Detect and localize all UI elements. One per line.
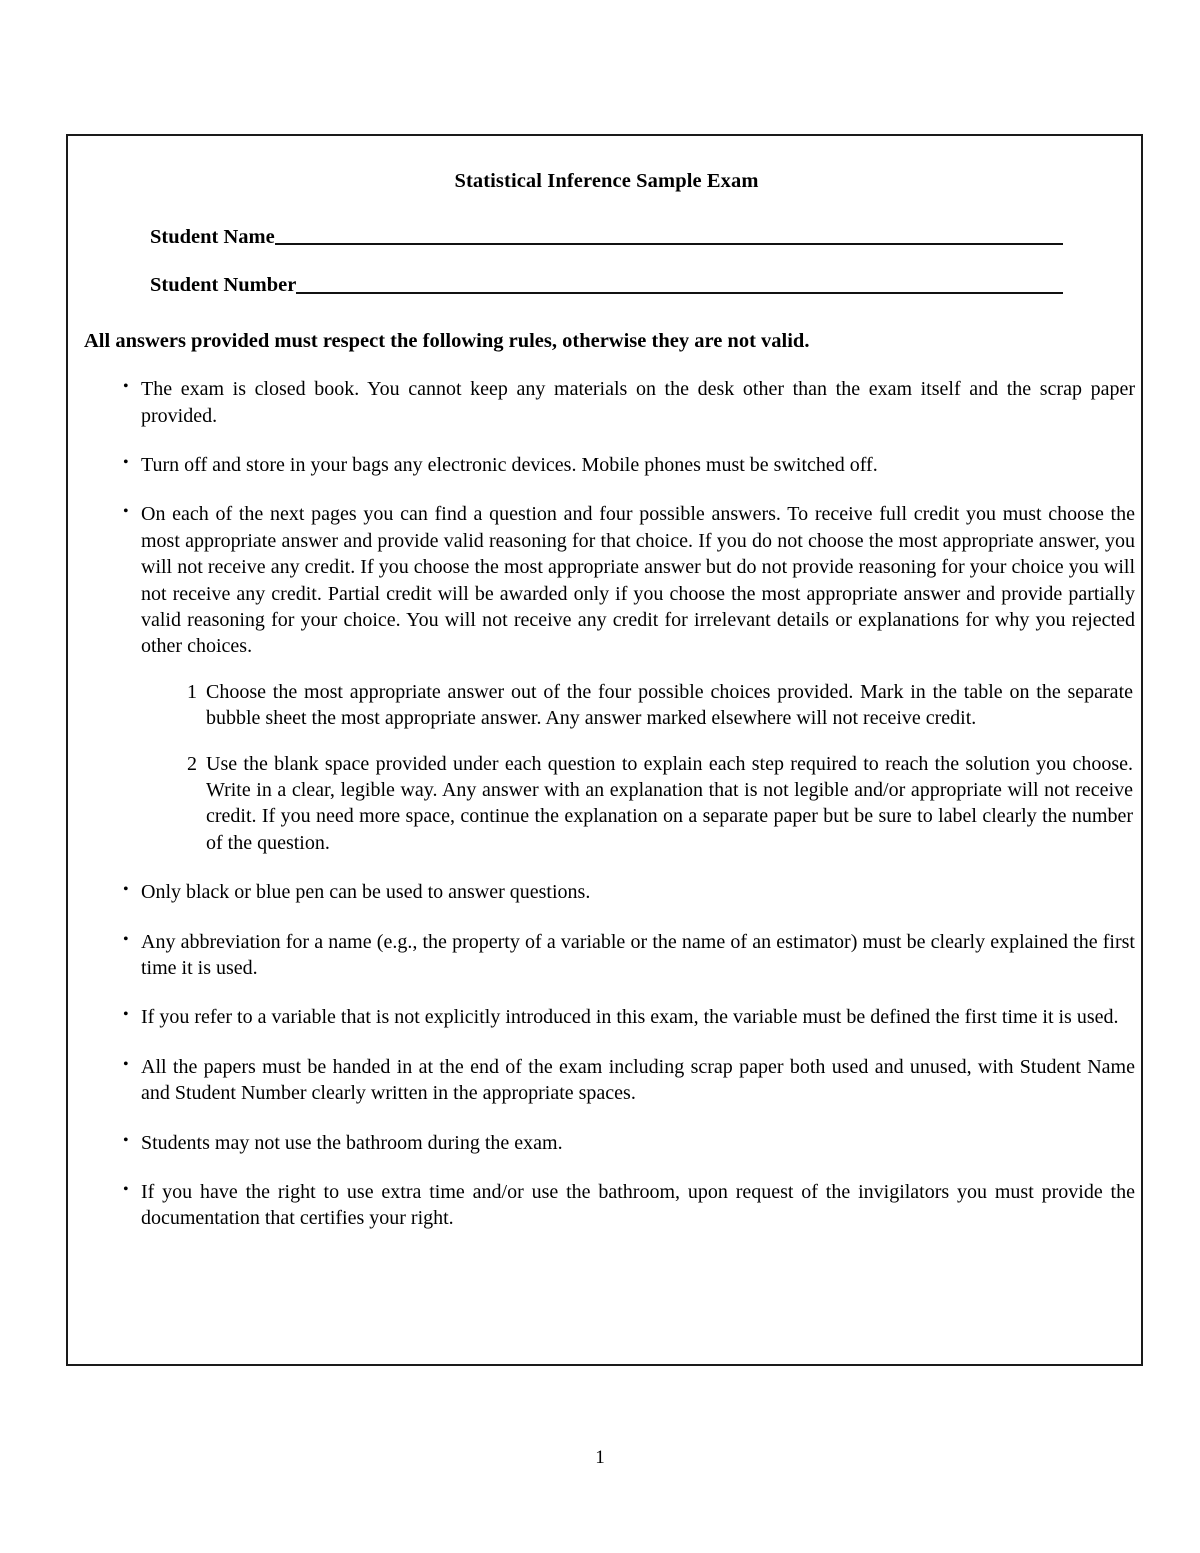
rule-text: The exam is closed book. You cannot keep any materials on the desk other than the exam itself and the scrap paper provided. [141, 378, 1135, 427]
list-item [78, 452, 1135, 478]
student-name-label: Student Name [150, 225, 275, 248]
list-item [78, 1054, 1135, 1107]
rule-text: If you refer to a variable that is not explicitly introduced in this exam, the variable must be defined the first time it is used. [141, 1006, 1119, 1029]
list-number: 2 [187, 752, 197, 775]
bullet-icon: • [123, 503, 129, 521]
bullet-icon: • [123, 881, 129, 899]
list-item [78, 376, 1135, 429]
list-item [169, 751, 1133, 857]
rule-text: On each of the next pages you can find a question and four possible answers. To receive full credit you must choose the most appropriate answer and provide valid reasoning for that choice. If you do not choose the most appropriate answer, you will not receive any credit. If you choose the most appropriate answer but do not provide reasoning for your choice you will not receive any credit. Partial credit will be awarded only if you choose the most appropriate answer and provide partially valid reasoning for your choice. You will not receive any credit for irrelevant details or explanations for why you rejected other choices. [141, 503, 1135, 658]
rule-text: All the papers must be handed in at the end of the exam including scrap paper both used and unused, with Student Name and Student Number clearly written in the appropriate spaces. [141, 1055, 1135, 1105]
list-item [78, 929, 1135, 982]
rule-text: Students may not use the bathroom during the exam. [141, 1131, 563, 1154]
nested-instructions-wrapper [169, 679, 1133, 856]
bullet-icon: • [123, 1055, 129, 1073]
student-number-input[interactable] [296, 292, 1063, 294]
exam-page-content [78, 136, 1135, 1364]
page-title: Statistical Inference Sample Exam [454, 170, 759, 192]
bullet-icon: • [123, 378, 129, 396]
rule-text: Turn off and store in your bags any electronic devices. Mobile phones must be switched off. [141, 454, 878, 477]
list-item [78, 879, 1135, 905]
list-item [78, 501, 1135, 856]
bullet-icon: • [123, 454, 129, 472]
list-item [78, 1130, 1135, 1156]
student-number-label: Student Number [150, 274, 297, 297]
bullet-icon: • [123, 1180, 129, 1198]
list-item [78, 1004, 1135, 1030]
rule-text: Any abbreviation for a name (e.g., the property of a variable or the name of an estimator) must be clearly explained the first time it is used. [141, 930, 1135, 979]
sub-rule-text: Choose the most appropriate answer out of the four possible choices provided. Mark in the table on the separate bubble sheet the most appropriate answer. Any answer marked elsewhere will not receive credit. [206, 680, 1133, 730]
page-number-footer: 1 [595, 1447, 605, 1468]
list-item [78, 1179, 1135, 1232]
exam-page-frame [66, 134, 1143, 1366]
list-number: 1 [187, 680, 197, 703]
bullet-icon: • [123, 1131, 129, 1149]
student-name-input[interactable] [275, 243, 1063, 245]
student-name-field-row [150, 226, 1063, 250]
rule-text: If you have the right to use extra time and/or use the bathroom, upon request of the invigilators you must provide the documentation that certifies your right. [141, 1180, 1135, 1230]
bullet-icon: • [123, 930, 129, 948]
bullet-icon: • [123, 1006, 129, 1024]
sub-rule-text: Use the blank space provided under each question to explain each step required to reach the solution you choose. Write in a clear, legible way. Any answer with an explanation that is not legible and/or appropriate will not receive credit. If you need more space, continue the explanation on a separate paper but be sure to label clearly the number of the question. [206, 752, 1133, 854]
student-number-field-row [150, 274, 1063, 298]
rules-list [78, 376, 1135, 1231]
rules-intro-heading: All answers provided must respect the following rules, otherwise they are not valid. [84, 329, 810, 352]
rule-text: Only black or blue pen can be used to answer questions. [141, 881, 591, 904]
list-item [169, 679, 1133, 732]
numbered-sub-list [169, 679, 1133, 856]
